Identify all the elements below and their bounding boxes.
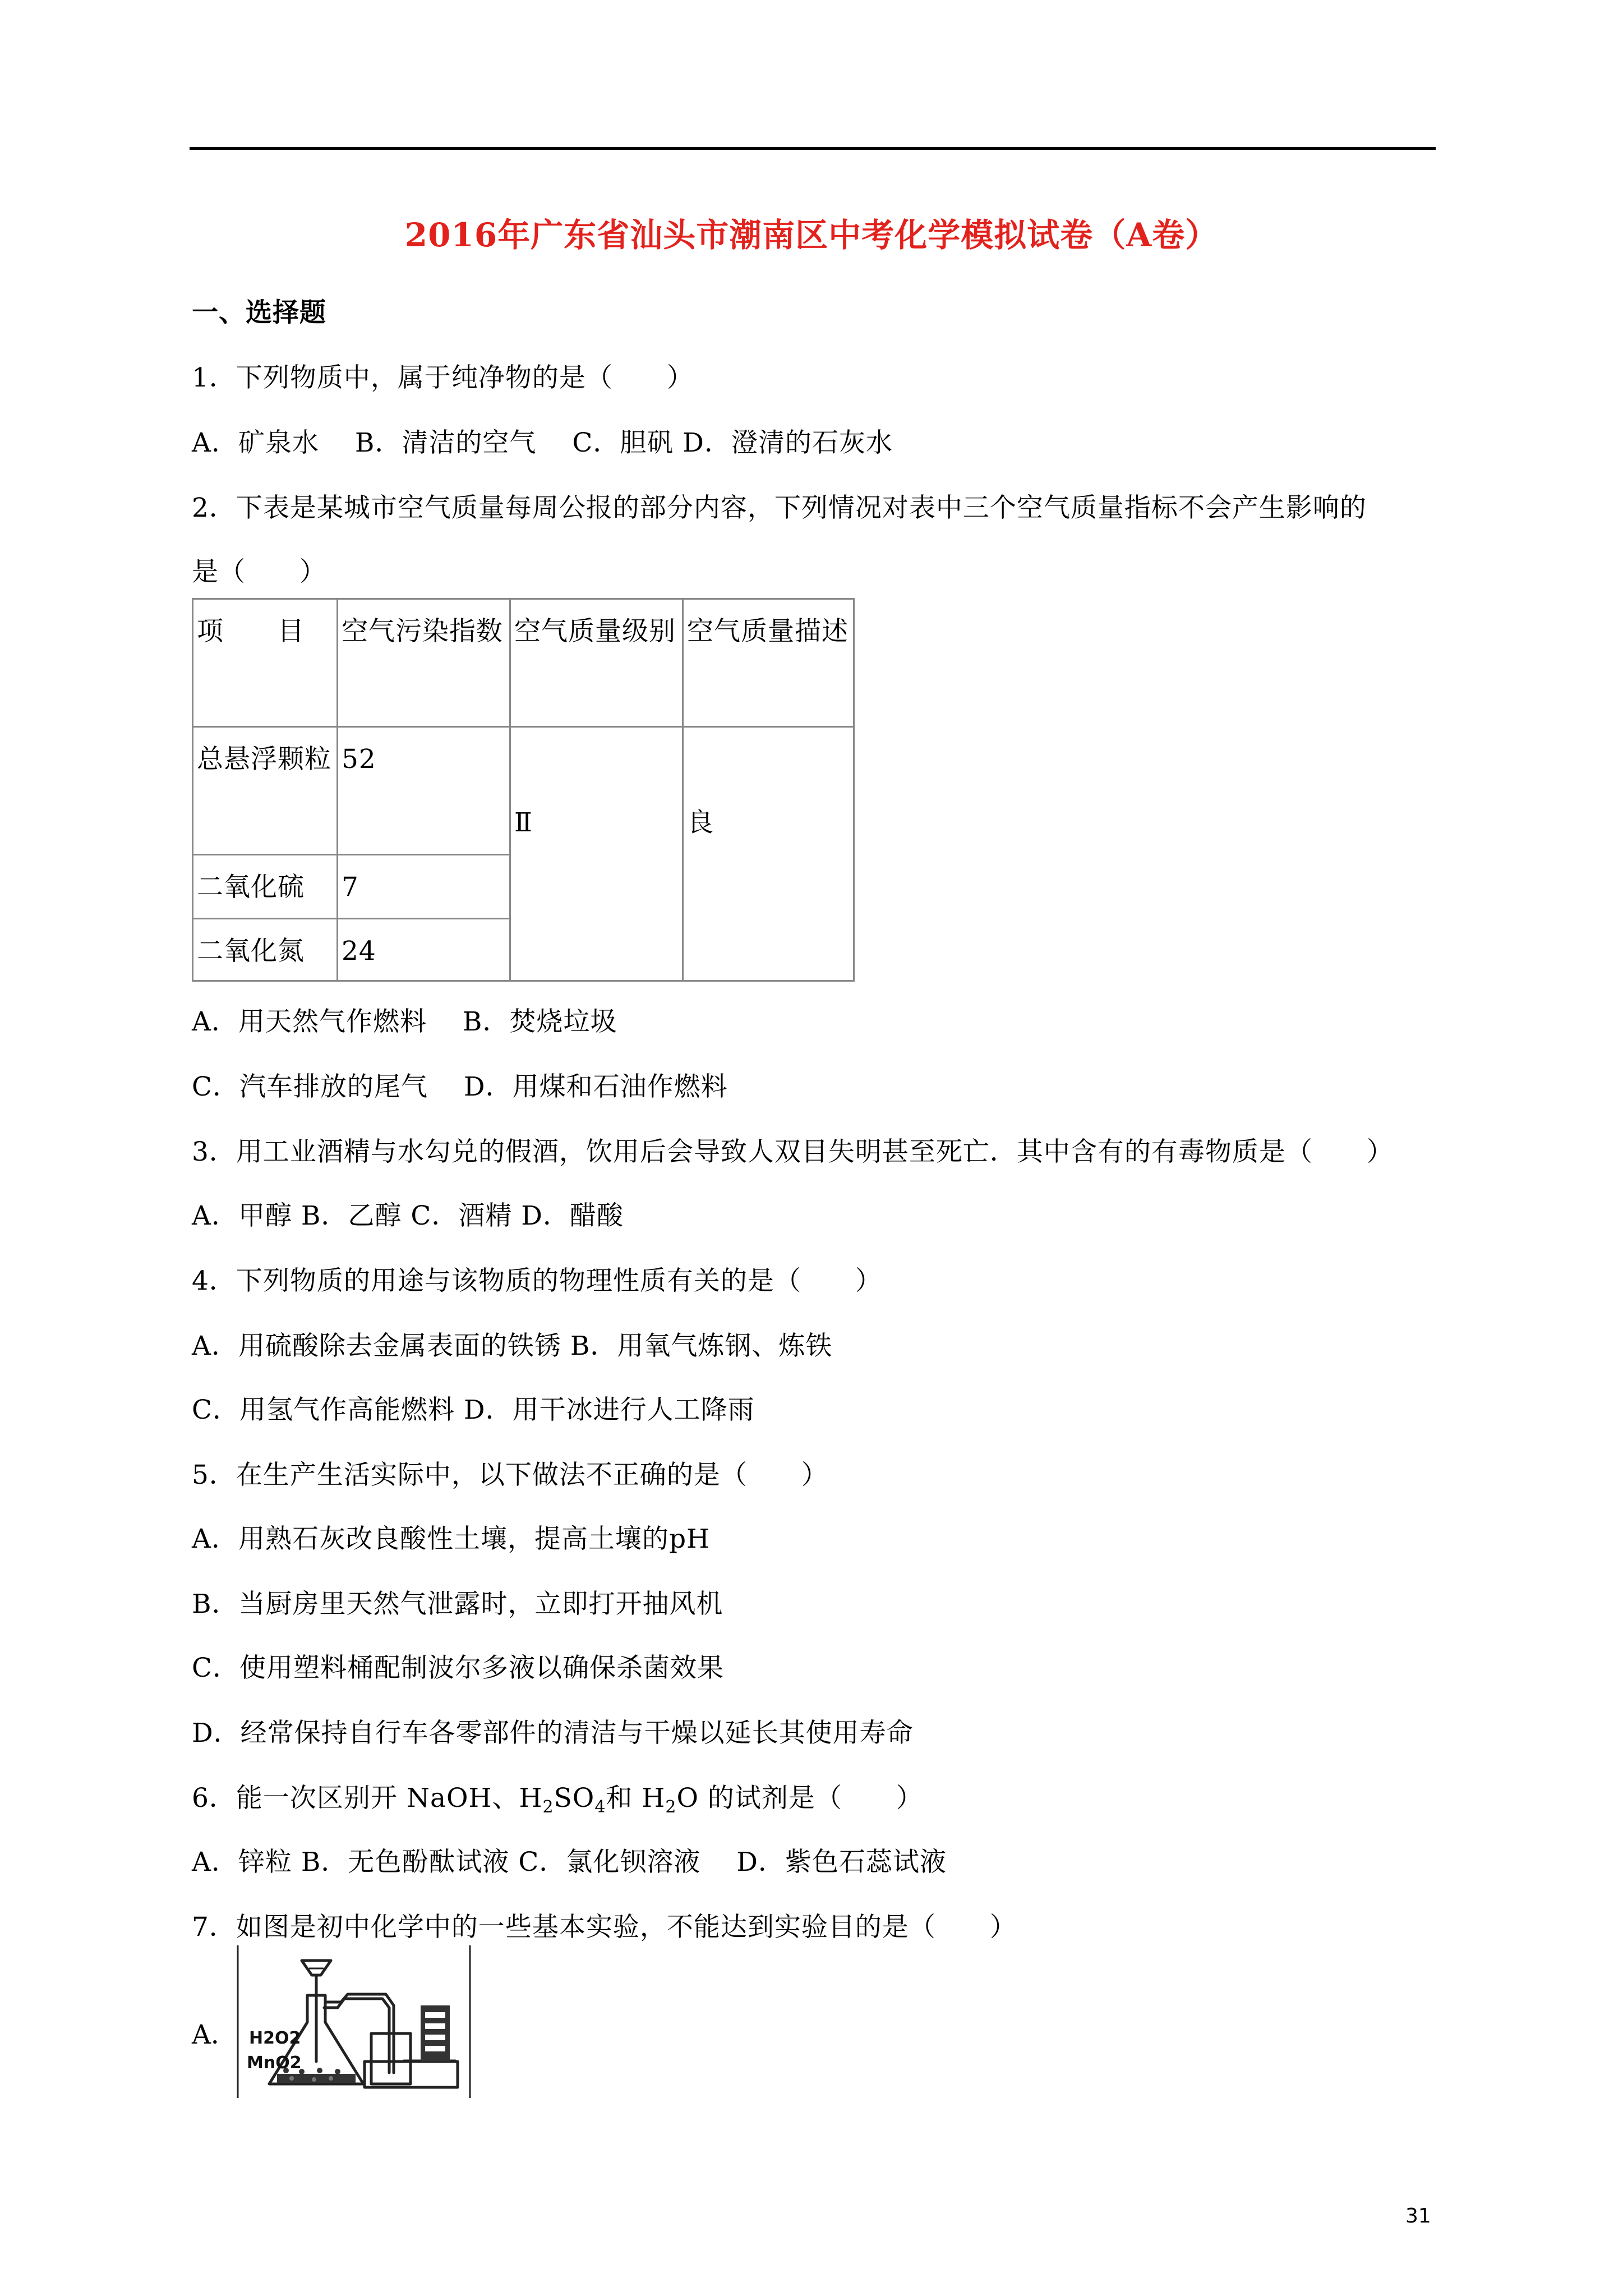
q5-option-d: D．经常保持自行车各零部件的清洁与干燥以延长其使用寿命	[192, 1718, 914, 1749]
table-header-level: 空气质量级别	[511, 600, 684, 728]
q7-stem: 7．如图是初中化学中的一些基本实验，不能达到实验目的是（ ）	[192, 1912, 1017, 1943]
q6-sub: 4	[594, 1797, 606, 1817]
q5-option-c: C．使用塑料桶配制波尔多液以确保杀菌效果	[192, 1653, 724, 1683]
q6-stem-pre: 6．能一次区别开 NaOH、H	[192, 1783, 543, 1814]
q6-stem-mid: 和 H	[606, 1783, 666, 1814]
figure-label-h2o2: H2O2	[249, 2028, 301, 2048]
q2-options-ab: A．用天然气作燃料 B．焚烧垃圾	[192, 1006, 617, 1037]
q6-stem	[192, 1777, 923, 1815]
table-header-item: 项 目	[193, 600, 338, 728]
q1-stem: 1．下列物质中，属于纯净物的是（ ）	[192, 362, 694, 393]
page-title: 2016年广东省汕头市潮南区中考化学模拟试卷（A卷）	[404, 216, 1219, 254]
table-header-description: 空气质量描述	[684, 600, 855, 728]
table-row-value: 24	[338, 919, 511, 982]
q3-options: A．甲醇 B．乙醇 C．酒精 D．醋酸	[192, 1200, 624, 1231]
q2-stem-line1: 2．下表是某城市空气质量每周公报的部分内容，下列情况对表中三个空气质量指标不会产生影响的	[192, 493, 1367, 523]
q5-option-a: A．用熟石灰改良酸性土壤，提高土壤的pH	[192, 1524, 711, 1554]
table-description-cell: 良	[684, 728, 855, 982]
q6-stem-post: O 的试剂是（ ）	[676, 1783, 923, 1814]
air-quality-table	[192, 598, 855, 982]
q7-option-a-label: A．	[192, 2019, 237, 2050]
q4-options-cd: C．用氢气作高能燃料 D．用干冰进行人工降雨	[192, 1395, 755, 1425]
q4-stem: 4．下列物质的用途与该物质的物理性质有关的是（ ）	[192, 1266, 882, 1296]
table-header-index: 空气污染指数	[338, 600, 511, 728]
q5-stem: 5．在生产生活实际中，以下做法不正确的是（ ）	[192, 1460, 828, 1490]
q4-options-ab: A．用硫酸除去金属表面的铁锈 B．用氧气炼钢、炼铁	[192, 1331, 833, 1361]
header-rule	[190, 147, 1436, 150]
table-row-name: 总悬浮颗粒	[193, 728, 338, 855]
figure-label-mno2: MnO2	[247, 2053, 302, 2073]
q2-stem-line2: 是（ ）	[192, 556, 326, 587]
q6-stem-mid: SO	[554, 1783, 595, 1814]
table-level-cell: Ⅱ	[511, 728, 684, 982]
q6-options: A．锌粒 B．无色酚酞试液 C．氯化钡溶液 D．紫色石蕊试液	[192, 1847, 947, 1878]
table-row-value: 52	[338, 728, 511, 855]
section-heading: 一、选择题	[192, 297, 326, 328]
q5-option-b: B．当厨房里天然气泄露时，立即打开抽风机	[192, 1589, 723, 1619]
page-number: 31	[1405, 2205, 1431, 2228]
q1-options: A．矿泉水 B．清洁的空气 C．胆矾 D．澄清的石灰水	[192, 427, 893, 458]
q6-sub: 2	[665, 1797, 677, 1817]
q6-sub: 2	[542, 1797, 554, 1817]
table-row-name: 二氧化氮	[193, 919, 338, 982]
q2-options-cd: C．汽车排放的尾气 D．用煤和石油作燃料	[192, 1071, 728, 1102]
q3-stem: 3．用工业酒精与水勾兑的假酒，饮用后会导致人双目失明甚至死亡．其中含有的有毒物质是（ ）	[192, 1137, 1394, 1167]
table-row-value: 7	[338, 855, 511, 919]
table-row-name: 二氧化硫	[193, 855, 338, 919]
oxygen-generation-apparatus-figure	[236, 1944, 474, 2098]
